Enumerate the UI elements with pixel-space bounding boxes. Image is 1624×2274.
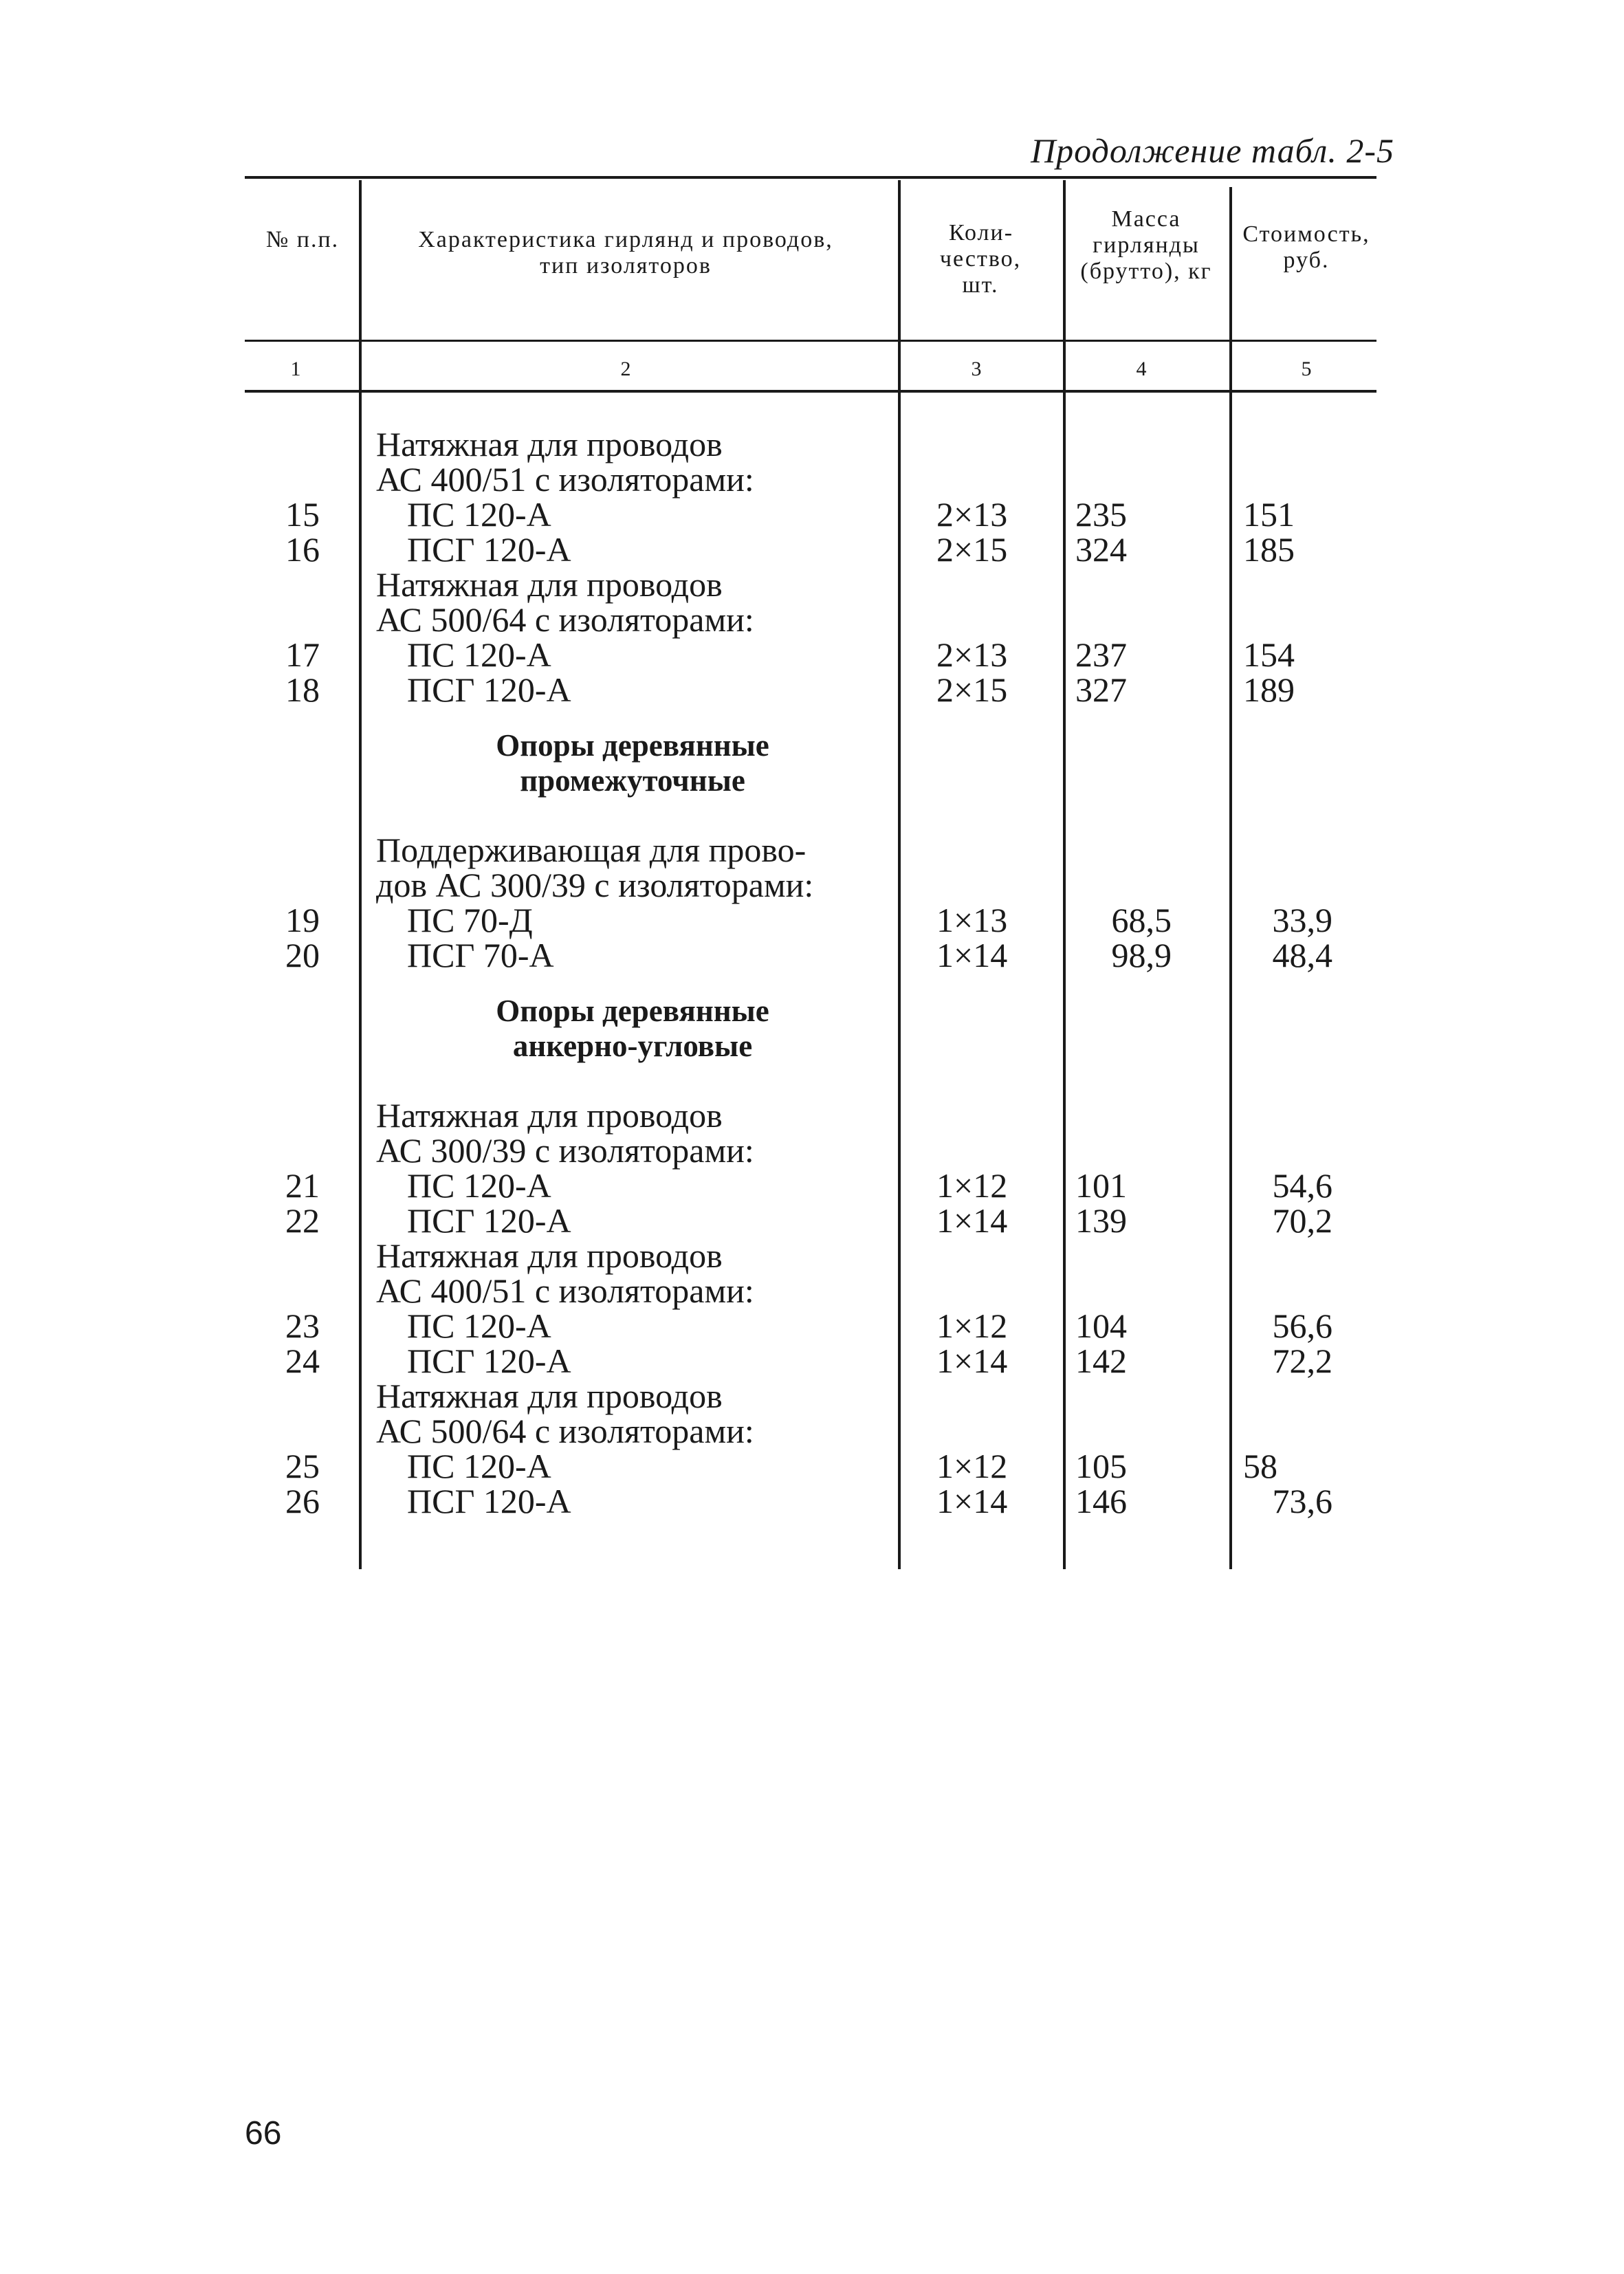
row-description: Натяжная для проводов [376, 565, 723, 604]
column-divider-4 [1229, 187, 1232, 1569]
row-number: 15 [285, 495, 320, 534]
row-description: Поддерживающая для прово- [376, 831, 806, 869]
row-cost: 54,6 [1272, 1166, 1332, 1205]
row-mass: 142 [1075, 1342, 1127, 1380]
row-description: АС 400/51 с изоляторами: [376, 1271, 754, 1310]
row-quantity: 1×14 [936, 936, 1008, 974]
row-quantity: 1×14 [936, 1342, 1008, 1380]
row-description: ПСГ 120-А [407, 1342, 571, 1380]
row-description: АС 300/39 с изоляторами: [376, 1131, 754, 1170]
row-number: 17 [285, 635, 320, 674]
row-quantity: 1×12 [936, 1166, 1008, 1205]
header-mass: Масса гирлянды (брутто), кг [1080, 206, 1212, 284]
column-number-3: 3 [971, 358, 982, 380]
row-quantity: 1×14 [936, 1201, 1008, 1240]
row-number: 19 [285, 901, 320, 939]
row-number: 23 [285, 1307, 320, 1345]
row-description: АС 500/64 с изоляторами: [376, 600, 754, 639]
row-description: АС 500/64 с изоляторами: [376, 1412, 754, 1450]
column-number-4: 4 [1136, 358, 1147, 380]
section-heading-line: Опоры деревянные [496, 728, 769, 763]
row-cost: 70,2 [1272, 1201, 1332, 1240]
row-cost: 151 [1243, 495, 1295, 534]
row-number: 21 [285, 1166, 320, 1205]
row-mass: 101 [1075, 1166, 1127, 1205]
table-continuation-caption: Продолжение табл. 2-5 [1031, 131, 1394, 170]
row-description: Натяжная для проводов [376, 1377, 723, 1415]
row-number: 24 [285, 1342, 320, 1380]
column-number-5: 5 [1301, 358, 1312, 380]
row-description: ПСГ 120-А [407, 530, 571, 569]
row-mass: 139 [1075, 1201, 1127, 1240]
row-description: ПС 70-Д [407, 901, 533, 939]
header-number: № п.п. [265, 227, 340, 252]
section-heading-line: промежуточные [520, 763, 745, 798]
header-cost: Стоимость, руб. [1242, 221, 1370, 273]
row-mass: 146 [1075, 1482, 1127, 1520]
column-number-1: 1 [290, 358, 301, 380]
row-cost: 72,2 [1272, 1342, 1332, 1380]
row-description: ПС 120-А [407, 635, 551, 674]
row-number: 16 [285, 530, 320, 569]
row-mass: 327 [1075, 670, 1127, 709]
row-quantity: 1×12 [936, 1307, 1008, 1345]
row-description: Натяжная для проводов [376, 425, 723, 463]
row-description: ПС 120-А [407, 1166, 551, 1205]
column-divider-1 [359, 180, 362, 1569]
row-description: АС 400/51 с изоляторами: [376, 460, 754, 499]
row-description: ПСГ 120-А [407, 670, 571, 709]
row-number: 26 [285, 1482, 320, 1520]
row-description: дов АС 300/39 с изоляторами: [376, 866, 814, 904]
column-number-2: 2 [620, 358, 631, 380]
row-cost: 33,9 [1272, 901, 1332, 939]
row-description: Натяжная для проводов [376, 1096, 723, 1135]
row-mass: 237 [1075, 635, 1127, 674]
row-description: ПС 120-А [407, 1307, 551, 1345]
row-cost: 73,6 [1272, 1482, 1332, 1520]
row-description: ПСГ 120-А [407, 1482, 571, 1520]
row-cost: 58 [1243, 1447, 1277, 1485]
row-mass: 324 [1075, 530, 1127, 569]
row-quantity: 2×13 [936, 495, 1008, 534]
row-number: 25 [285, 1447, 320, 1485]
section-heading-line: Опоры деревянные [496, 994, 769, 1028]
row-number: 20 [285, 936, 320, 974]
row-cost: 189 [1243, 670, 1295, 709]
row-mass: 105 [1075, 1447, 1127, 1485]
column-numbers-rule [245, 390, 1376, 393]
row-mass: 235 [1075, 495, 1127, 534]
section-heading-line: анкерно-угловые [512, 1029, 753, 1063]
row-description: ПСГ 120-А [407, 1201, 571, 1240]
row-cost: 56,6 [1272, 1307, 1332, 1345]
row-cost: 48,4 [1272, 936, 1332, 974]
row-description: Натяжная для проводов [376, 1236, 723, 1275]
page-number: 66 [245, 2115, 282, 2152]
row-quantity: 1×14 [936, 1482, 1008, 1520]
table-top-rule [245, 176, 1376, 179]
row-description: ПС 120-А [407, 495, 551, 534]
row-mass: 104 [1075, 1307, 1127, 1345]
row-quantity: 2×15 [936, 670, 1008, 709]
row-mass: 98,9 [1111, 936, 1172, 974]
column-divider-3 [1063, 180, 1066, 1569]
row-quantity: 2×15 [936, 530, 1008, 569]
row-cost: 185 [1243, 530, 1295, 569]
row-mass: 68,5 [1111, 901, 1172, 939]
row-cost: 154 [1243, 635, 1295, 674]
column-divider-2 [898, 180, 901, 1569]
header-divider-rule [245, 340, 1376, 342]
row-description: ПСГ 70-А [407, 936, 554, 974]
header-description: Характеристика гирлянд и проводов, тип изоляторов [418, 227, 833, 278]
row-quantity: 1×12 [936, 1447, 1008, 1485]
row-number: 18 [285, 670, 320, 709]
row-number: 22 [285, 1201, 320, 1240]
row-description: ПС 120-А [407, 1447, 551, 1485]
row-quantity: 1×13 [936, 901, 1008, 939]
row-quantity: 2×13 [936, 635, 1008, 674]
header-quantity: Количество, шт. [939, 220, 1022, 298]
